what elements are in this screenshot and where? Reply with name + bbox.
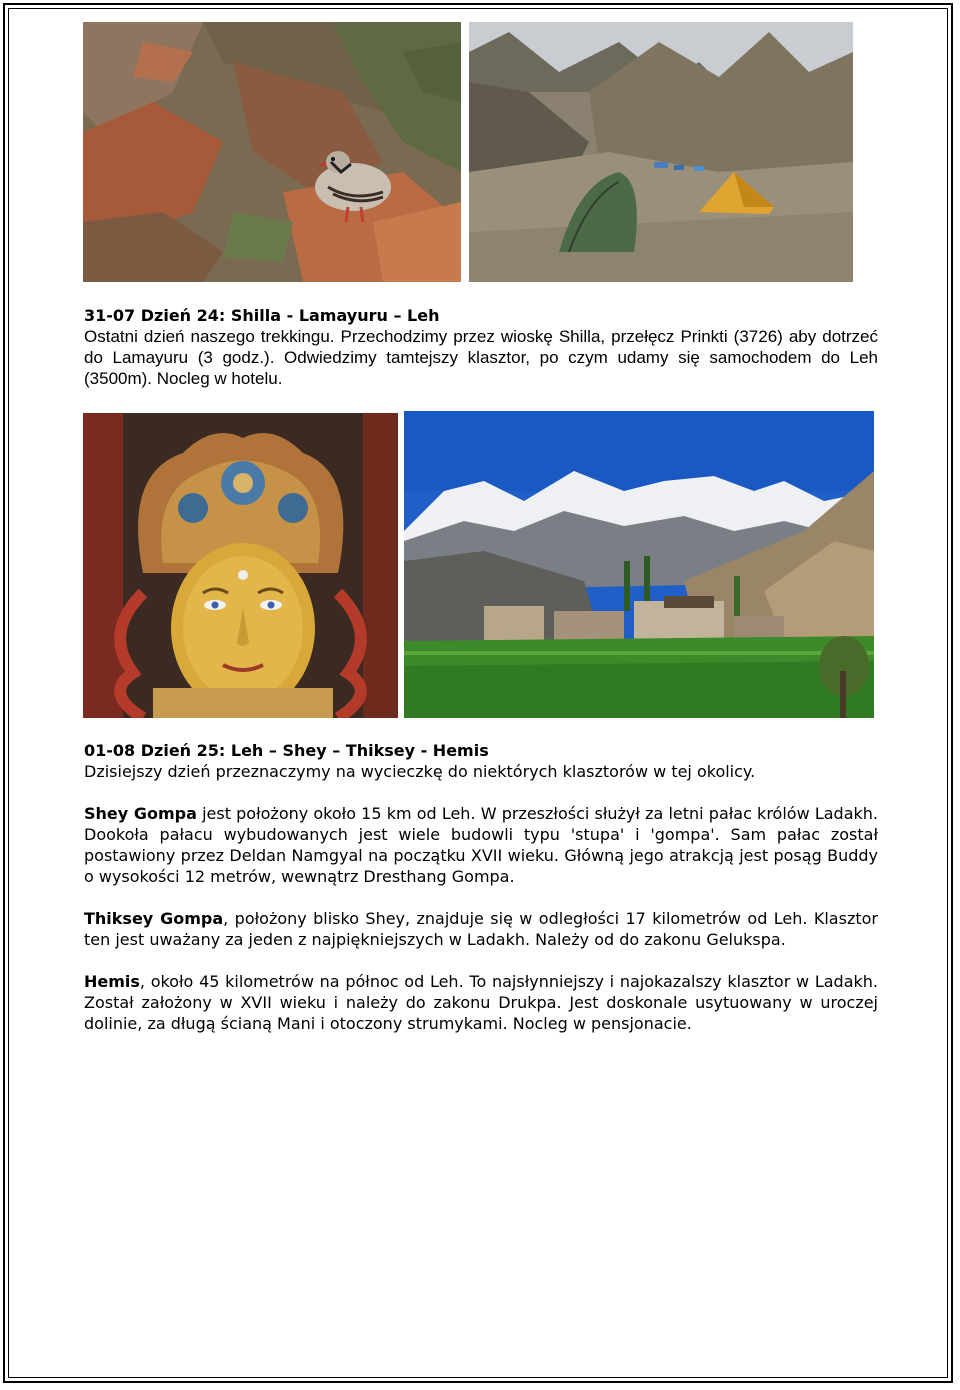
day24-section: [84, 305, 878, 389]
shey-name: Shey Gompa: [84, 804, 197, 823]
thiksey-text: , położony blisko Shey, znajduje się w odległości 17 kilometrów od Leh. Klasztor ten jest uważany za jeden z najpiękniejszych w Ladakh. Należy od do zakonu Gelukspa.: [84, 909, 878, 949]
shey-paragraph: [84, 803, 878, 887]
photo-buddha-statue: [83, 413, 398, 718]
day24-heading: 31-07 Dzień 24: Shilla - Lamayuru – Leh: [84, 306, 440, 325]
photo-camp-tents-valley: [469, 22, 853, 282]
hemis-text: , około 45 kilometrów na północ od Leh. To najsłynniejszy i najokazalszy klasztor w Ladakh. Został założony w XVII wieku i należy do zakonu Drukpa. Jest doskonale usytuowany w uroczej dolinie, za długą ścianą Mani i otoczony strumykami. Nocleg w pensjonacie.: [84, 972, 878, 1033]
day24-text: Ostatni dzień naszego trekkingu. Przechodzimy przez wioskę Shilla, przełęcz Prinkti (3726) aby dotrzeć do Lamayuru (3 godz.). Odwiedzimy tamtejszy klasztor, po czym udamy się samochodem do Leh (3500m). Nocleg w hotelu.: [84, 327, 878, 388]
day25-heading: 01-08 Dzień 25: Leh – Shey – Thiksey - Hemis: [84, 741, 489, 760]
shey-text: jest położony około 15 km od Leh. W przeszłości służył za letni pałac królów Ladakh. Dookoła pałacu wybudowanych jest wiele budowli typu 'stupa' i 'gompa'. Sam pałac został postawiony przez Deldan Namgyal na początku XVII wieku. Główną jego atrakcją jest posąg Buddy o wysokości 12 metrów, wewnątrz Dresthang Gompa.: [84, 804, 879, 886]
hemis-name: Hemis: [84, 972, 140, 991]
hemis-paragraph: [84, 971, 878, 1034]
day25-intro: Dzisiejszy dzień przeznaczymy na wycieczkę do niektórych klasztorów w tej okolicy.: [84, 762, 756, 781]
photo-mountain-village: [404, 411, 874, 718]
thiksey-paragraph: [84, 908, 878, 950]
thiksey-name: Thiksey Gompa: [84, 909, 224, 928]
photo-partridge-on-rocks: [83, 22, 461, 282]
day25-section: [84, 740, 878, 1034]
